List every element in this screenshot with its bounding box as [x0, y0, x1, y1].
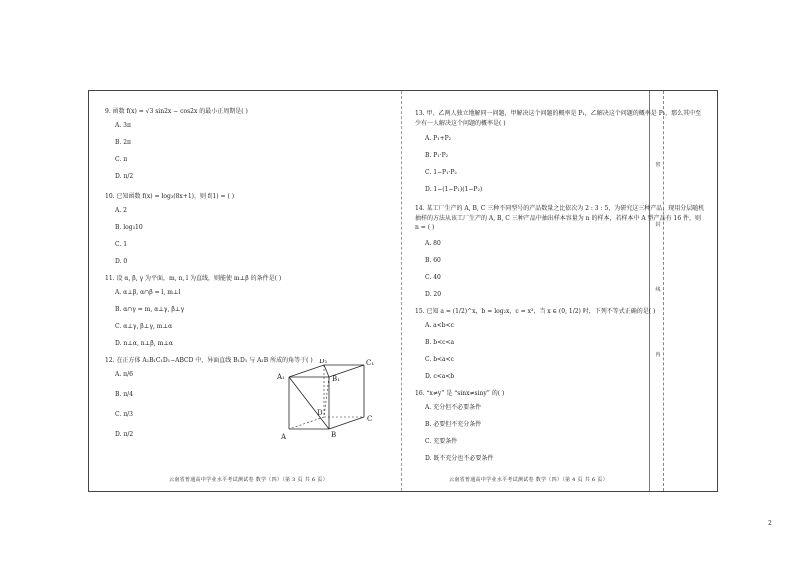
option: B. log₃10: [115, 224, 143, 231]
option: A. 80: [425, 239, 441, 247]
option: C. 40: [425, 273, 441, 281]
question-stem: 16. “x≠y” 是 “sinx≠siny” 的( ): [415, 389, 505, 397]
option: B. 2π: [115, 139, 131, 146]
question-9: [105, 109, 391, 180]
option: B. 60: [425, 256, 441, 264]
question-stem: 10. 已知函数 f(x) = log₃(8x+1)，则 f(1) = ( ): [105, 193, 235, 200]
option: A. α⊥β, α∩β = l, m⊥l: [115, 289, 181, 296]
option: C. α⊥γ, β⊥γ, m⊥α: [115, 323, 173, 330]
option: A. 充分但不必要条件: [425, 403, 482, 411]
footer-right: 云南省普通高中学业水平考试测试卷 数学（四）（第 4 页 共 6 页）: [449, 477, 608, 483]
question-16: [415, 391, 705, 462]
question-stem: 13. 甲、乙两人独立地解同一问题，甲解决这个问题的概率是 P₁，乙解决这个问题的概率是 P₂，那么其中至少有一人解决这个问题的概率是( ): [415, 110, 702, 127]
seal-char: 内: [653, 351, 663, 358]
option: D. 1−(1−P₁)(1−P₂): [425, 186, 483, 194]
option: A. 2: [115, 207, 127, 214]
option: C. 1: [115, 241, 128, 248]
page-number: 2: [768, 520, 772, 527]
label-C: C: [367, 415, 373, 423]
cube-figure: [269, 359, 379, 449]
label-A1: A₁: [277, 373, 285, 381]
seal-char: 密: [653, 161, 663, 168]
question-stem: 12. 在正方体 A₁B₁C₁D₁−ABCD 中，异面直线 B₁D₁ 与 A₁B 所成的角等于( ): [105, 357, 313, 364]
option: D. π/2: [115, 431, 134, 438]
option: C. π/3: [115, 411, 133, 418]
option: D. π/2: [115, 173, 134, 180]
question-14: [415, 204, 705, 298]
option: D. 既不充分也不必要条件: [425, 454, 494, 462]
option: A. π/6: [115, 371, 133, 378]
question-15: [415, 309, 705, 380]
option: A. a<b<c: [425, 321, 454, 329]
seal-char: 封: [653, 221, 663, 228]
seal-char: 线: [653, 286, 663, 293]
label-B1: B₁: [332, 375, 340, 383]
exam-sheet: [88, 90, 718, 492]
label-D1: D₁: [319, 359, 328, 365]
option: D. n⊥α, n⊥β, m⊥α: [115, 340, 173, 347]
option: A. P₁+P₂: [425, 135, 452, 143]
question-stem: 9. 函数 f(x) = √3 sin2x − cos2x 的最小正周期是( ): [105, 108, 248, 115]
option: B. π/4: [115, 391, 134, 398]
option: B. 必要但不充分条件: [425, 420, 482, 428]
question-10: [105, 194, 391, 265]
question-13: [415, 109, 705, 193]
question-11: [105, 276, 391, 347]
option: C. b<a<c: [425, 355, 455, 363]
option: B. b<c<a: [425, 338, 455, 346]
question-stem: 14. 某工厂生产的 A, B, C 三种不同型号的产品数量之比依次为 2 : 3 : 5，为研究这三种产品，现用分层随机抽样的方法从该工厂生产的 A, B, C 三种产品中抽出样本容量为 n 的样本，若样本中 A 型产品有 16 件，则 n = ( ): [415, 205, 705, 232]
column-divider: [401, 91, 402, 491]
right-column: [415, 109, 705, 473]
option: D. 20: [425, 290, 442, 298]
option: B. P₁·P₂: [425, 152, 449, 160]
question-stem: 15. 已知 a = (1/2)^x，b = log₂x，c = x³，当 x ∈ (0, 1/2) 时，下列不等式正确的是( ): [415, 307, 656, 315]
option: C. 1−P₁·P₂: [425, 169, 457, 177]
option: D. 0: [115, 258, 128, 265]
footer-left: 云南省普通高中学业水平考试测试卷 数学（四）（第 3 页 共 6 页）: [169, 477, 328, 483]
option: D. c<a<b: [425, 372, 455, 380]
label-D: D: [317, 409, 323, 417]
option: C. 充要条件: [425, 437, 458, 445]
label-A: A: [281, 433, 287, 441]
option: B. α∩γ = m, α⊥γ, β⊥γ: [115, 306, 185, 313]
question-stem: 11. 设 α, β, γ 为平面，m, n, l 为直线，则能使 m⊥β 的条件是( ): [105, 275, 282, 282]
option: C. π: [115, 156, 128, 163]
label-C1: C₁: [366, 359, 375, 367]
label-B: B: [331, 431, 337, 439]
option: A. 3π: [115, 122, 131, 129]
